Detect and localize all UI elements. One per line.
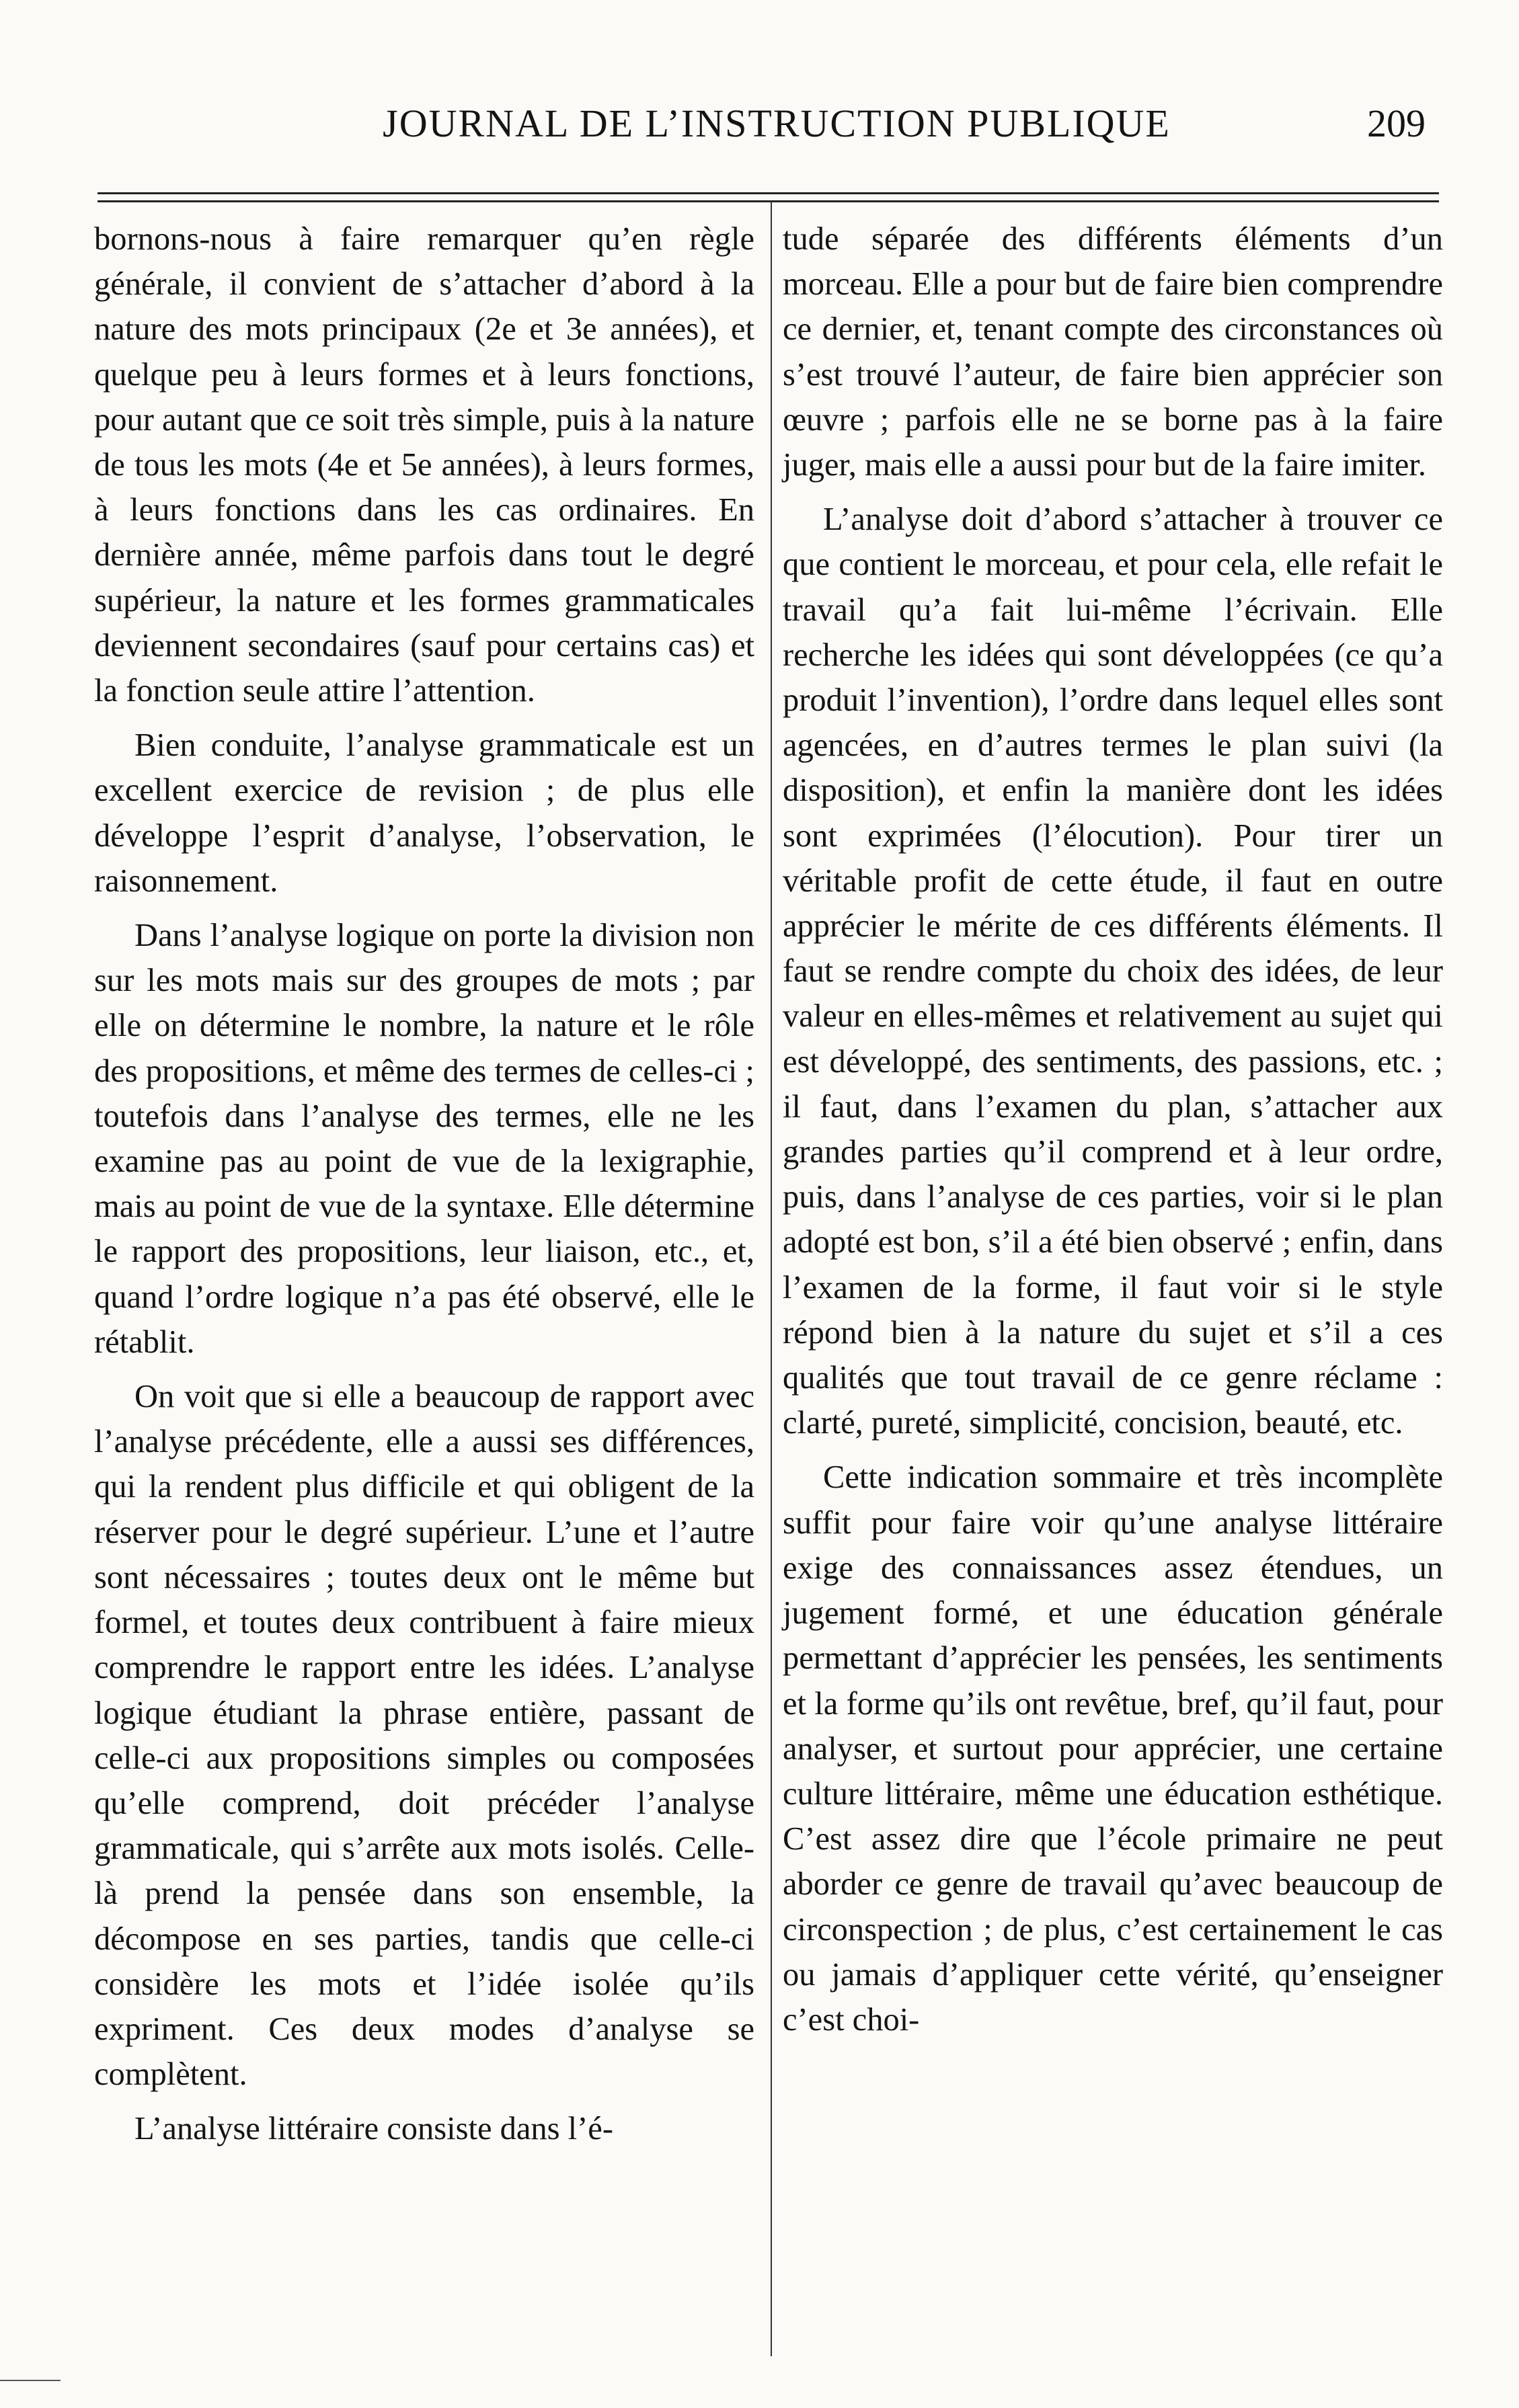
left-column: [94, 216, 754, 2161]
paragraph: Cette indication sommaire et très incomplète suffit pour faire voir qu’une analyse littéraire exige des connaissances assez étendues, un jugement formé, et une éducation générale permettant d’apprécier les pensées, les sentiments et la forme qu’ils ont revêtue, bref, qu’il faut, pour analyser, et surtout pour apprécier, une certaine culture littéraire, même une éducation esthétique. C’est assez dire que l’école primaire ne peut aborder ce genre de travail qu’avec beaucoup de circonspection ; de plus, c’est certainement le cas ou jamais d’appliquer cette vérité, qu’enseigner c’est choi-: [783, 1459, 1443, 2038]
page-number: 209: [1367, 102, 1426, 145]
paragraph: tude séparée des différents éléments d’un morceau. Elle a pour but de faire bien comprendre ce dernier, et, tenant compte des circonstances où s’est trouvé l’auteur, de faire bien apprécier son œuvre ; parfois elle ne se borne pas à la faire juger, mais elle a aussi pour but de la faire imiter.: [783, 221, 1443, 483]
header-rule-bottom: [98, 200, 1439, 202]
paragraph: L’analyse littéraire consiste dans l’é-: [134, 2111, 613, 2147]
header-rule-top: [98, 192, 1439, 194]
page-edge-mark: [0, 2380, 61, 2381]
paragraph: L’analyse doit d’abord s’attacher à trouver ce que contient le morceau, et pour cela, elle refait le travail qu’a fait lui-même l’écrivain. Elle recherche les idées qui sont développées (ce qu’a produit l’invention), l’ordre dans lequel elles sont agencées, en d’autres termes le plan suivi (la disposition), et enfin la manière dont les idées sont exprimées (l’élocution). Pour tirer un véritable profit de cette étude, il faut en outre apprécier le mérite de ces différents éléments. Il faut se rendre compte du choix des idées, de leur valeur en elles-mêmes et relativement au sujet qui est développé, des sentiments, des passions, etc. ; il faut, dans l’examen du plan, s’attacher aux grandes parties qu’il comprend et à leur ordre, puis, dans l’analyse de ces parties, voir si le plan adopté est bon, s’il a été bien observé ; enfin, dans l’examen de la forme, il faut voir si le style répond bien à la nature du sujet et s’il a ces qualités que tout travail de ce genre réclame : clarté, pureté, simplicité, concision, beauté, etc.: [783, 501, 1443, 1441]
running-title: JOURNAL DE L’INSTRUCTION PUBLIQUE: [383, 102, 1171, 145]
page-header: [94, 101, 1432, 161]
right-column: [783, 216, 1443, 2052]
paragraph: On voit que si elle a beaucoup de rapport avec l’analyse précédente, elle a aussi ses différences, qui la rendent plus difficile et qui obligent de la réserver pour le degré supérieur. L’une et l’autre sont nécessaires ; toutes deux ont le même but formel, et toutes deux contribuent à faire mieux comprendre le rapport entre les idées. L’analyse logique étudiant la phrase entière, passant de celle-ci aux propositions simples ou composées qu’elle comprend, doit précéder l’analyse grammaticale, qui s’arrête aux mots isolés. Celle-là prend la pensée dans son ensemble, la décompose en ses parties, tandis que celle-ci considère les mots et l’idée isolée qu’ils expriment. Ces deux modes d’analyse se complètent.: [94, 1379, 754, 2093]
paragraph: Bien conduite, l’analyse grammaticale est un excellent exercice de revision ; de plus elle développe l’esprit d’analyse, l’observation, le raisonnement.: [94, 727, 754, 899]
column-divider: [771, 202, 772, 2356]
paragraph: bornons-nous à faire remarquer qu’en règle générale, il convient de s’attacher d’abord à la nature des mots principaux (2e et 3e années), et quelque peu à leurs formes et à leurs fonctions, pour autant que ce soit très simple, puis à la nature de tous les mots (4e et 5e années), à leurs formes, à leurs fonctions dans les cas ordinaires. En dernière année, même parfois dans tout le degré supérieur, la nature et les formes grammaticales deviennent secondaires (sauf pour certains cas) et la fonction seule attire l’attention.: [94, 221, 754, 709]
paragraph: Dans l’analyse logique on porte la division non sur les mots mais sur des groupes de mots ; par elle on détermine le nombre, la nature et le rôle des propositions, et même des termes de celles-ci ; toutefois dans l’analyse des termes, elle ne les examine pas au point de vue de la lexigraphie, mais au point de vue de la syntaxe. Elle détermine le rapport des propositions, leur liaison, etc., et, quand l’ordre logique n’a pas été observé, elle le rétablit.: [94, 918, 754, 1360]
